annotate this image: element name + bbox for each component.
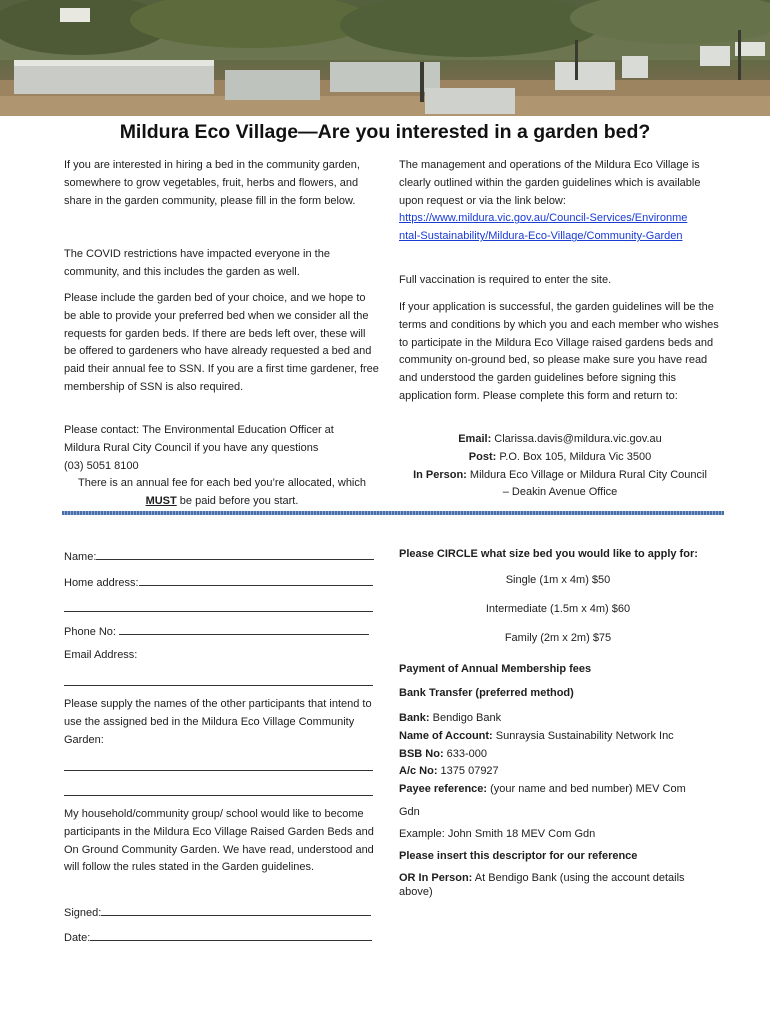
intro-left-column (64, 157, 380, 210)
in-person-line-2: – Deakin Avenue Office (502, 486, 618, 499)
date-label: Date: (64, 932, 91, 944)
email-address-field (64, 649, 376, 661)
in-person-payment (399, 871, 709, 899)
payment-method: Bank Transfer (preferred method) (399, 687, 574, 699)
phone-input-line[interactable] (119, 623, 369, 635)
in-person-value: Mildura Eco Village or Mildura Rural City Council (466, 468, 707, 481)
email-address-label: Email Address: (64, 649, 138, 661)
name-label: Name: (64, 551, 97, 563)
home-address-input-line[interactable] (139, 574, 373, 586)
email-label: Email: (458, 433, 492, 445)
email-address-input-line[interactable] (64, 684, 373, 686)
garden-banner-photo (0, 0, 770, 116)
section-divider (62, 511, 724, 515)
bed-option-single[interactable]: Single (1m x 4m) $50 (505, 574, 611, 586)
signed-field[interactable] (64, 904, 376, 919)
payee-value: (your name and bed number) MEV Com (487, 783, 686, 796)
name-field[interactable] (64, 548, 376, 563)
covid-paragraph-block (64, 246, 380, 282)
post-value: P.O. Box 105, Mildura Vic 3500 (496, 450, 652, 463)
page-title: Mildura Eco Village—Are you interested in a garden bed? (119, 121, 651, 143)
bank-label: Bank: (399, 712, 430, 724)
fee-line-text: be paid before you start. (176, 495, 299, 508)
post-line (399, 449, 721, 467)
vaccination-block (399, 272, 721, 290)
vaccination-note: Full vaccination is required to enter the site. (399, 274, 612, 286)
bsb-line (399, 746, 719, 764)
date-field[interactable] (64, 929, 376, 944)
home-address-field[interactable] (64, 574, 376, 589)
bank-details (399, 710, 719, 799)
payee-line-2: Gdn (399, 806, 420, 818)
phone-label: Phone No: (64, 626, 120, 638)
bed-choice-block (64, 290, 380, 397)
participants-input-line-2[interactable] (64, 794, 373, 796)
contact-block (64, 422, 380, 511)
fee-line-2 (64, 493, 380, 511)
payee-line (399, 781, 719, 799)
participants-block (64, 696, 376, 749)
payment-method-block (399, 685, 719, 703)
descriptor-note-block (399, 848, 719, 866)
bank-line (399, 710, 719, 728)
payment-heading-block (399, 661, 719, 679)
bsb-label: BSB No: (399, 747, 444, 760)
bank-value: Bendigo Bank (429, 712, 502, 724)
guidelines-link[interactable]: https://www.mildura.vic.gov.au/Council-Services/Environmental-Sustainability/Mildura-Eco-Village/Community-Garden (399, 212, 688, 243)
return-contacts (399, 431, 721, 502)
in-person-line (399, 467, 721, 485)
account-label: Name of Account: (399, 729, 493, 742)
home-address-line-2[interactable] (64, 610, 373, 612)
bsb-value: 633-000 (443, 747, 488, 760)
email-line (399, 431, 721, 449)
phone-field[interactable] (64, 623, 376, 638)
participants-instruction: Please supply the names of the other participants that intend to use the assigned bed in the Mildura Eco Village Community Garden: (64, 698, 372, 746)
participants-input-line[interactable] (64, 769, 373, 771)
in-person-payment-label: OR In Person: (399, 872, 473, 884)
account-number-value: 1375 07927 (437, 765, 499, 778)
payee-label: Payee reference: (399, 783, 488, 796)
guidelines-paragraph: The management and operations of the Mildura Eco Village is clearly outlined within the garden guidelines which is available upon request or via the link below: (399, 159, 701, 207)
post-label: Post: (468, 450, 497, 463)
name-input-line[interactable] (96, 548, 374, 560)
fee-line: There is an annual fee for each bed you’re allocated, which (77, 477, 366, 490)
bed-size-heading-block (399, 546, 719, 564)
account-number-line (399, 763, 719, 781)
declaration-text: My household/community group/ school would like to become participants in the Mildura Eco Village Raised Garden Beds and On Ground Community Garden. We have read, understood and will follow the rules stated in the Garden guidelines. (64, 808, 374, 874)
declaration-block (64, 806, 376, 877)
payment-heading: Payment of Annual Membership fees (399, 663, 592, 675)
in-person-label: In Person: (413, 468, 467, 481)
account-number-label: A/c No: (399, 765, 438, 778)
bed-option-intermediate[interactable]: Intermediate (1.5m x 4m) $60 (485, 603, 631, 615)
bed-option-family[interactable]: Family (2m x 2m) $75 (504, 632, 612, 644)
bed-size-heading: Please CIRCLE what size bed you would like to apply for: (399, 548, 698, 560)
descriptor-note: Please insert this descriptor for our reference (399, 850, 638, 862)
intro-right-column (399, 157, 721, 246)
application-paragraph: If your application is successful, the garden guidelines will be the terms and conditions by which you and each member who wishes to participate in the Mildura Eco Village raised gardens beds and community on-ground bed, so please make sure you have read and understood the garden guidelines before signing this application form. Please complete this form and return to: (399, 301, 719, 402)
contact-line: Mildura Rural City Council if you have any questions (64, 441, 319, 454)
covid-paragraph: The COVID restrictions have impacted everyone in the community, and this includes the garden as well. (64, 248, 330, 278)
signature-input-line[interactable] (101, 904, 371, 916)
application-block (399, 299, 721, 406)
home-address-label: Home address: (64, 577, 139, 589)
payee-example: Example: John Smith 18 MEV Com Gdn (399, 828, 596, 840)
intro-paragraph: If you are interested in hiring a bed in the community garden, somewhere to grow vegetables, fruit, herbs and flowers, and share in the garden community, please fill in the form below. (64, 159, 360, 207)
email-value: Clarissa.davis@mildura.vic.gov.au (491, 433, 662, 445)
contact-line: Please contact: The Environmental Education Officer at (64, 424, 334, 436)
account-value: Sunraysia Sustainability Network Inc (492, 729, 674, 742)
bed-choice-paragraph: Please include the garden bed of your choice, and we hope to be able to provide your preferred bed when we consider all the requests for garden beds. If there are beds left over, these will be offered to gardeners who have already requested a bed and paid their annual fee to SSN. If you are a first time gardener, free membership of SSN is also required. (64, 292, 379, 393)
account-line (399, 728, 719, 746)
contact-phone: (03) 5051 8100 (64, 459, 139, 472)
signed-label: Signed: (64, 907, 102, 919)
date-input-line[interactable] (90, 929, 372, 941)
must-emphasis: MUST (145, 495, 177, 508)
in-person-payment-value: At Bendigo Bank (using the account details above) (399, 872, 685, 898)
